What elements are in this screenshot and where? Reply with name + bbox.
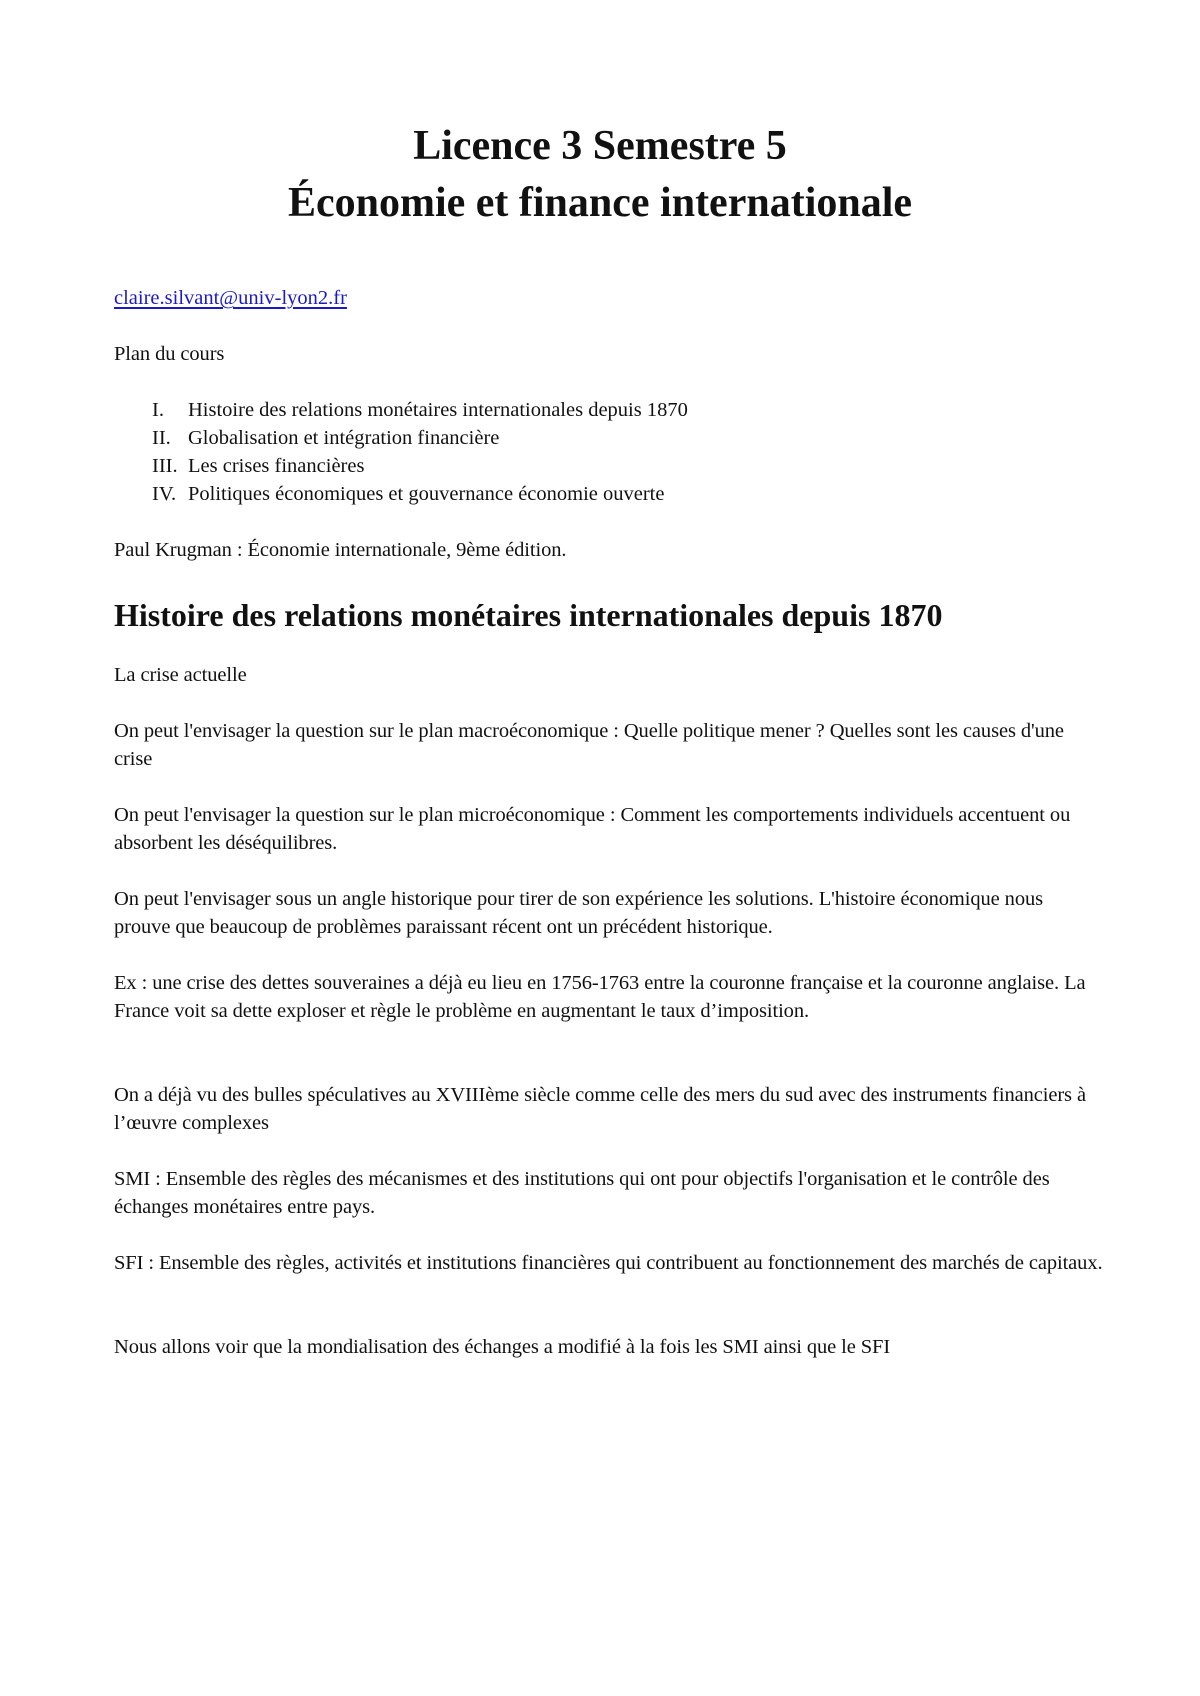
plan-item-number: IV. [152,483,177,505]
paragraph: La crise actuelle [114,664,247,686]
plan-item [152,480,688,508]
email-link[interactable]: claire.silvant@univ-lyon2.fr [114,287,347,309]
plan-item-number: III. [152,455,178,477]
plan-item [152,452,688,480]
paragraph: On peut l'envisager sous un angle historique pour tirer de son expérience les solutions. L'histoire économique nous prouve que beaucoup de problèmes paraissant récent ont un précédent historique. [114,888,1043,938]
plan-list [152,396,688,508]
section-heading: Histoire des relations monétaires internationales depuis 1870 [114,597,943,633]
document-title-line1: Licence 3 Semestre 5 [413,123,787,169]
paragraph: On peut l'envisager la question sur le plan microéconomique : Comment les comportements individuels accentuent ou absorbent les déséquilibres. [114,804,1071,854]
paragraph: Ex : une crise des dettes souveraines a déjà eu lieu en 1756-1763 entre la couronne française et la couronne anglaise. La France voit sa dette exploser et règle le problème en augmentant le taux d’imposition. [114,972,1086,1022]
plan-item [152,396,688,424]
plan-label: Plan du cours [114,343,225,365]
paragraph: On a déjà vu des bulles spéculatives au XVIIIème siècle comme celle des mers du sud avec des instruments financiers à l’œuvre complexes [114,1084,1086,1134]
plan-item-text: Globalisation et intégration financière [188,427,500,449]
paragraph: Nous allons voir que la mondialisation des échanges a modifié à la fois les SMI ainsi que le SFI [114,1336,891,1358]
paragraph: On peut l'envisager la question sur le plan macroéconomique : Quelle politique mener ? Quelles sont les causes d'une crise [114,720,1064,770]
plan-item-text: Les crises financières [188,455,365,477]
plan-item-number: II. [152,427,171,449]
paragraph: SMI : Ensemble des règles des mécanismes et des institutions qui ont pour objectifs l'organisation et le contrôle des échanges monétaires entre pays. [114,1168,1050,1218]
document-title-line2: Économie et finance internationale [287,180,913,226]
plan-item [152,424,688,452]
plan-item-text: Politiques économiques et gouvernance économie ouverte [188,483,665,505]
plan-item-number: I. [152,399,164,421]
plan-item-text: Histoire des relations monétaires internationales depuis 1870 [188,399,688,421]
reference-text: Paul Krugman : Économie internationale, 9ème édition. [114,539,567,561]
paragraph: SFI : Ensemble des règles, activités et institutions financières qui contribuent au fonctionnement des marchés de capitaux. [114,1252,1103,1274]
